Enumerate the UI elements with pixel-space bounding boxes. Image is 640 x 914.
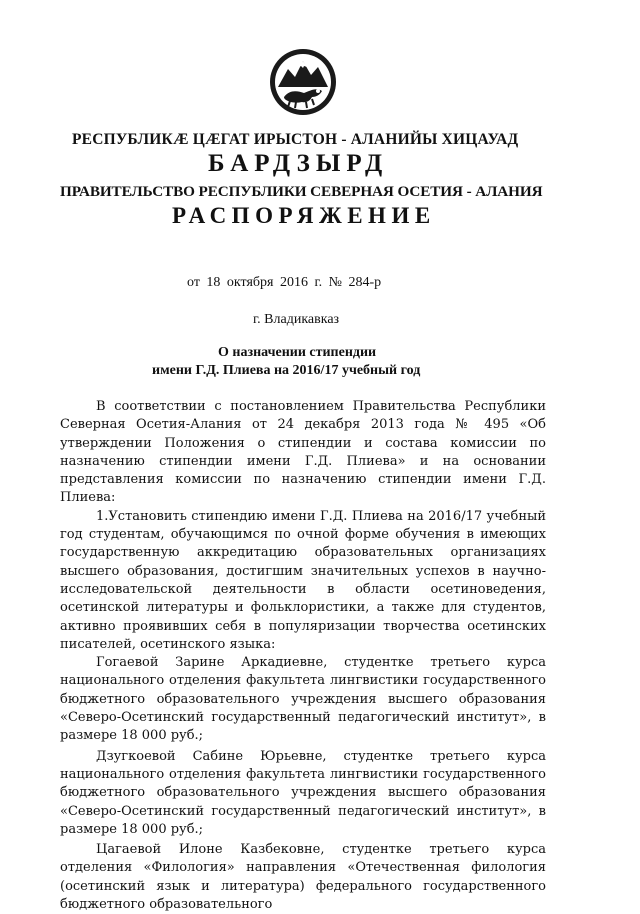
document-body — [60, 398, 546, 914]
body-paragraph: Цагаевой Илоне Казбековне, студентке третьего курса отделения «Филология» направления «Отечественная филология (осетинский язык и литература) федерального государственного бюджетного образовательного — [60, 842, 546, 913]
header-ossetian-doc-type: БАРДЗЫРД — [208, 150, 389, 177]
header-russian-doc-type: РАСПОРЯЖЕНИЕ — [172, 203, 436, 228]
body-paragraph: 1.Установить стипендию имени Г.Д. Плиева на 2016/17 учебный год студентам, обучающимся по очной форме обучения в имеющих государственную аккредитацию образовательных организациях высшего образования, достигшим значительных успехов в научно-исследовательской деятельности в области осетиноведения, осетинской литературы и фольклористики, а также для студентов, активно проявивших себя в популяризации творчества осетинских писателей, осетинского языка: — [60, 508, 546, 652]
document-title-line2: имени Г.Д. Плиева на 2016/17 учебный год — [152, 363, 421, 378]
document-title-line1: О назначении стипендии — [218, 345, 377, 360]
body-paragraph: Дзугкоевой Сабине Юрьевне, студентке третьего курса национального отделения факультета лингвистики государственного бюджетного образовательного учреждения высшего образования «Северо-Осетинский государственный педагогический институт», в размере 18 000 руб.; — [60, 748, 546, 837]
header-russian-government: ПРАВИТЕЛЬСТВО РЕСПУБЛИКИ СЕВЕРНАЯ ОСЕТИЯ - АЛАНИЯ — [60, 183, 543, 200]
header-ossetian-republic: РЕСПУБЛИКÆ ЦÆГАТ ИРЫСТОН - АЛАНИЙЫ ХИЦАУАД — [72, 131, 519, 148]
body-paragraph: Гогаевой Зарине Аркадиевне, студентке третьего курса национального отделения факультета лингвистики государственного бюджетного образовательного учреждения высшего образования «Северо-Осетинский государственный педагогический институт», в размере 18 000 руб.; — [60, 655, 546, 744]
coat-of-arms-icon — [268, 47, 338, 117]
document-city: г. Владикавказ — [253, 312, 340, 327]
document-date-number: от 18 октября 2016 г. № 284-р — [187, 275, 382, 290]
body-paragraph: В соответствии с постановлением Правительства Республики Северная Осетия-Алания от 24 декабря 2013 года № 495 «Об утверждении Положения о стипендии и состава комиссии по назначению стипендии имени Г.Д. Плиева» и на основании представления комиссии по назначению стипендии имени Г.Д. Плиева: — [60, 399, 546, 506]
